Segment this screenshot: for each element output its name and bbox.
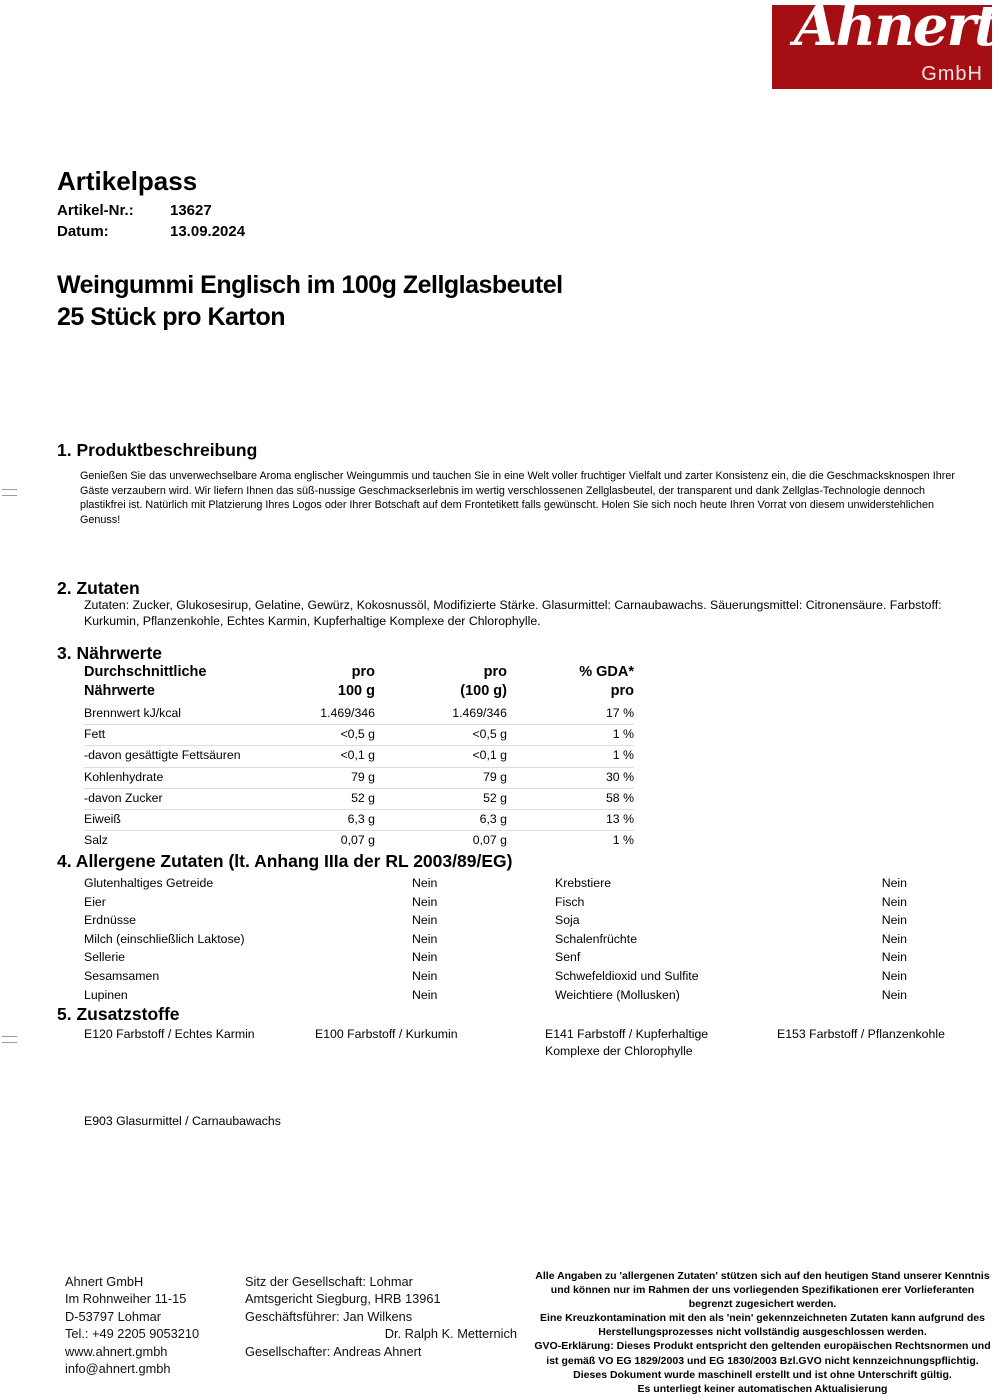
footer-seat: Sitz der Gesellschaft: Lohmar: [245, 1274, 413, 1289]
footer-company-name: Ahnert GmbH: [65, 1274, 144, 1289]
legal-line: GVO-Erklärung: Dieses Produkt entspricht den geltenden europäischen Rechtsnormen und: [534, 1340, 991, 1353]
allergen-value: Nein: [881, 876, 907, 890]
allergen-label: Glutenhaltiges Getreide: [84, 876, 214, 890]
footer-street: Im Rohnweiher 11-15: [65, 1291, 187, 1307]
footer-email: info@ahnert.gmbh: [65, 1361, 171, 1377]
nutrition-col-header-label: Durchschnittliche Nährwerte: [84, 664, 207, 699]
datum-label: Datum:: [57, 223, 109, 240]
legal-line: Herstellungsprozesses nicht vollständig ausgeschlossen werden.: [598, 1326, 927, 1339]
allergen-label: Eier: [84, 894, 106, 909]
allergen-label: Sesamsamen: [84, 968, 160, 983]
allergen-value: Nein: [412, 968, 438, 983]
document-title: Artikelpass: [57, 166, 198, 196]
fold-mark-bottom-1: [2, 1036, 17, 1037]
section-heading-produktbeschreibung: 1. Produktbeschreibung: [57, 440, 258, 460]
logo-brand-text: Ahnert: [794, 0, 998, 59]
allergen-value: Nein: [881, 931, 907, 946]
allergen-label: Schwefeldioxid und Sulfite: [555, 968, 699, 983]
footer-shareholder: Gesellschafter: Andreas Ahnert: [245, 1343, 422, 1359]
meta-row-artikelnr: [57, 200, 245, 221]
allergen-value: Nein: [881, 987, 907, 1002]
footer-company-info: [245, 1273, 517, 1360]
allergen-value: Nein: [881, 950, 907, 965]
logo-suffix-text: GmbH: [921, 63, 983, 85]
company-logo: [772, 0, 998, 89]
section-heading-allergene: 4. Allergene Zutaten (lt. Anhang IIIa der RL 2003/89/EG): [57, 851, 513, 871]
nutrition-table: [84, 663, 634, 851]
document-meta: [57, 200, 245, 242]
section-heading-zutaten: 2. Zutaten: [57, 578, 140, 598]
allergen-label: Sellerie: [84, 950, 126, 965]
produktbeschreibung-text: Genießen Sie das unverwechselbare Aroma englischer Weingummis und tauchen Sie in eine Welt voller fruchtiger Vielfalt und zarter Konsistenz ein, die die Geschmacksknospen Ihrer Gäste verzaubern wird. Wir liefern Ihnen das süß-nussige Geschmackserlebnis im wertig verschlossenen Zellglasbeutel, der transparent und dank Zellglas-Technologie dennoch plastikfrei ist. Natürlich mit Platzierung Ihres Logos oder Ihrer Botschaft auf dem Frontetikett falls gewünscht. Holen Sie sich noch heute Ihren Vorrat von diesem unwiderstehlichen Genuss!: [80, 470, 956, 526]
nutrition-table-body: Brennwert kJ/kcal 1.469/346 1.469/346 17 % Fett <0,5 g <0,5 g 1 % -davon gesättigte Fettsäuren <0,1 g <0,1 g 1 % Kohlenhydrate 79 g 79 g 30 % -davon Zucker 52 g 52 g 58 % Eiweiß 6,3 g 6,3 g 13 % Salz 0,07 g 0,07 g 1 %: [84, 706, 634, 848]
footer-phone: Tel.: +49 2205 9053210: [65, 1326, 200, 1342]
footer-register: Amtsgericht Siegburg, HRB 13961: [245, 1291, 441, 1307]
legal-line: ist gemäß VO EG 1829/2003 und EG 1830/2003 Bzl.GVO nicht kennzeichnungspflichtig.: [546, 1354, 979, 1367]
footer-website: www.ahnert.gmbh: [65, 1343, 168, 1359]
footer-legal-notice: [518, 1269, 1007, 1396]
allergen-value: Nein: [412, 950, 438, 965]
zutaten-text: Zutaten: Zucker, Glukosesirup, Gelatine, Gewürz, Kokosnussöl, Modifizierte Stärke. Glasurmittel: Carnaubawachs. Säuerungsmittel: Citronensäure. Farbstoff: Kurkumin, Pflanzenkohle, Echtes Karmin, Kupferhaltige Komplexe der Chlorophylle.: [84, 598, 942, 628]
legal-line: und können nur im Rahmen der uns vorliegenden Spezifikationen erer Vorlieferanten: [550, 1284, 975, 1297]
footer-manager-2: Dr. Ralph K. Metternich: [384, 1326, 517, 1342]
nutrition-col-header-per100g: pro 100 g: [337, 664, 375, 699]
meta-row-datum: [57, 221, 245, 242]
datum-value: 13.09.2024: [170, 223, 246, 240]
artikelnr-value: 13627: [170, 202, 212, 219]
footer-manager-1: Geschäftsführer: Jan Wilkens: [245, 1308, 413, 1324]
fold-mark-top-2: [2, 495, 17, 496]
allergen-label: Schalenfrüchte: [555, 931, 638, 946]
additives-row-2: [84, 1113, 984, 1130]
allergen-label: Weichtiere (Mollusken): [555, 987, 680, 1002]
allergen-label: Soja: [555, 913, 580, 928]
allergen-value: Nein: [412, 913, 438, 928]
nutrition-col-header-per-portion: pro (100 g): [460, 664, 507, 699]
legal-line: Dieses Dokument wurde maschinell erstellt und ist ohne Unterschrift gültig.: [573, 1368, 952, 1381]
section-heading-naehrwerte: 3. Nährwerte: [57, 643, 163, 663]
footer-address: [65, 1273, 199, 1377]
allergen-label: Erdnüsse: [84, 913, 136, 928]
legal-line: Eine Kreuzkontamination mit den als 'nein' gekennzeichneten Zutaten kann aufgrund des: [540, 1312, 985, 1325]
allergen-value: Nein: [881, 968, 907, 983]
additive-e903: E903 Glasurmittel / Carnaubawachs: [84, 1114, 281, 1128]
footer-city: D-53797 Lohmar: [65, 1308, 162, 1324]
legal-line: Es unterliegt keiner automatischen Aktualisierung: [637, 1382, 888, 1395]
fold-mark-top-1: [2, 489, 17, 490]
additive-e141: E141 Farbstoff / Kupferhaltige Komplexe der Chlorophylle: [545, 1027, 709, 1058]
allergen-label: Senf: [555, 950, 581, 965]
additive-e100: E100 Farbstoff / Kurkumin: [315, 1027, 458, 1041]
allergen-label: Lupinen: [84, 987, 128, 1002]
nutrition-table-header: [84, 663, 634, 704]
allergen-label: Krebstiere: [555, 876, 612, 890]
legal-line: Alle Angaben zu 'allergenen Zutaten' stützen sich auf den heutigen Stand unserer Kenntnis: [535, 1270, 990, 1282]
allergen-value: Nein: [412, 931, 438, 946]
allergen-value: Nein: [412, 894, 438, 909]
allergen-label: Milch (einschließlich Laktose): [84, 931, 245, 946]
fold-mark-bottom-2: [2, 1042, 17, 1043]
additives-row-1: [84, 1026, 984, 1059]
additive-e153: E153 Farbstoff / Pflanzenkohle: [777, 1027, 945, 1041]
allergen-label: Fisch: [555, 894, 585, 909]
allergen-value: Nein: [881, 913, 907, 928]
allergen-value: Nein: [881, 894, 907, 909]
artikelnr-label: Artikel-Nr.:: [57, 202, 134, 219]
allergen-value: Nein: [412, 876, 438, 890]
allergen-table: [84, 874, 907, 1004]
product-title-line2: 25 Stück pro Karton: [57, 303, 286, 331]
legal-line: begrenzt zugesichert werden.: [688, 1298, 837, 1311]
section-heading-zusatzstoffe: 5. Zusatzstoffe: [57, 1004, 180, 1024]
nutrition-col-header-gda: % GDA* pro: [579, 664, 634, 699]
allergen-value: Nein: [412, 987, 438, 1002]
product-title-line1: Weingummi Englisch im 100g Zellglasbeutel: [57, 271, 563, 299]
product-title: [57, 269, 563, 333]
additive-e120: E120 Farbstoff / Echtes Karmin: [84, 1027, 255, 1041]
